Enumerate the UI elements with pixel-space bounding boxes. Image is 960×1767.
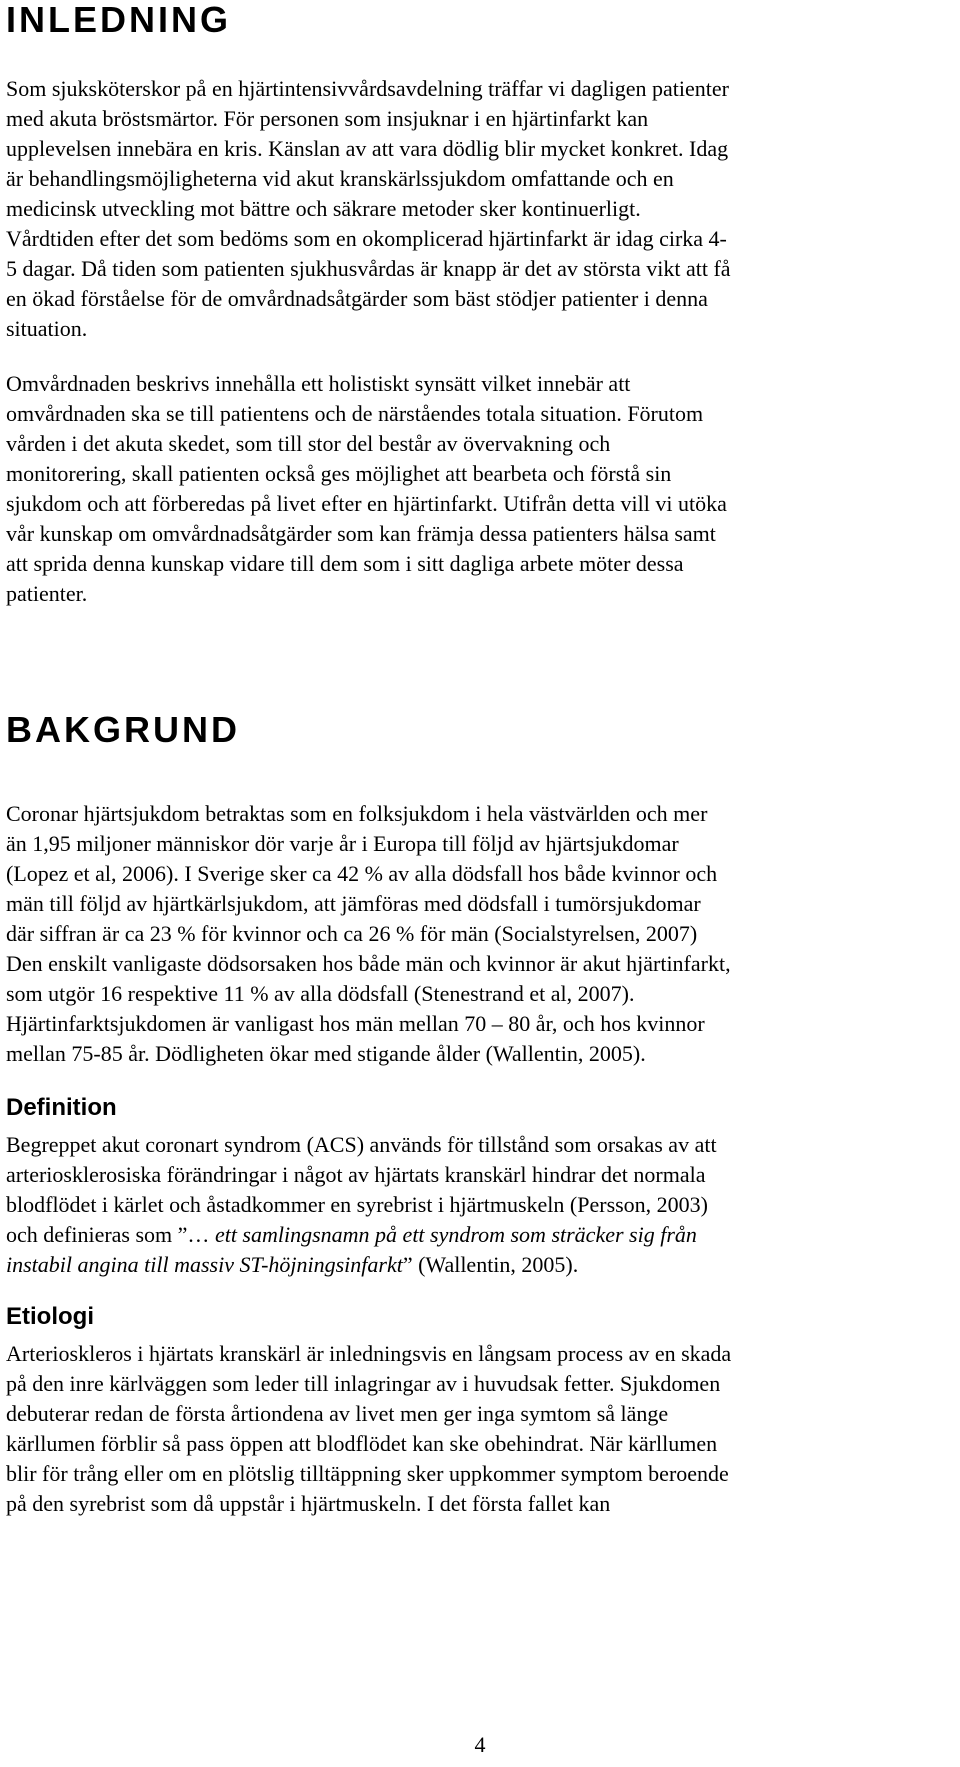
text-line: där siffran är ca 23 % för kvinnor och ca 26 % för män (Socialstyrelsen, 2007) <box>6 921 698 946</box>
text-line: arteriosklerosiska förändringar i något av hjärtats kranskärl hindrar det normala <box>6 1162 706 1187</box>
text-line: sjukdom och att förberedas på livet efter en hjärtinfarkt. Utifrån detta vill vi utöka <box>6 491 727 516</box>
text-line: Som sjuksköterskor på en hjärtintensivvårdsavdelning träffar vi dagligen patienter <box>6 76 729 101</box>
text-line: situation. <box>6 316 88 341</box>
page-number: 4 <box>474 1732 486 1757</box>
text-line: omvårdnaden ska se till patientens och de närståendes totala situation. Förutom <box>6 401 704 426</box>
text-line: kärllumen förblir så pass öppen att blodflödet kan ske obehindrat. När kärllumen <box>6 1431 718 1456</box>
text-segment: ” (Wallentin, 2005). <box>402 1252 579 1277</box>
text-line: 5 dagar. Då tiden som patienten sjukhusvårdas är knapp är det av största vikt att få <box>6 256 731 281</box>
quote-italic: instabil angina till massiv ST-höjningsinfarkt <box>6 1252 403 1277</box>
paragraph-etiologi <box>6 1339 956 1519</box>
text-line: Vårdtiden efter det som bedöms som en okomplicerad hjärtinfarkt är idag cirka 4- <box>6 226 727 251</box>
text-line: är behandlingsmöjligheterna vid akut kranskärlssjukdom omfattande och en <box>6 166 674 191</box>
text-line: debuterar redan de första årtiondena av livet men ger inga symtom så länge <box>6 1401 669 1426</box>
text-line: Hjärtinfarktsjukdomen är vanligast hos män mellan 70 – 80 år, och hos kvinnor <box>6 1011 705 1036</box>
text-line: Arterioskleros i hjärtats kranskärl är inledningsvis en långsam process av en skada <box>6 1341 732 1366</box>
text-line: på den inre kärlväggen som leder till inlagringar av i huvudsak fetter. Sjukdomen <box>6 1371 721 1396</box>
text-line: blodflödet i kärlet och åstadkommer en syrebrist i hjärtmuskeln (Persson, 2003) <box>6 1192 709 1217</box>
text-line: med akuta bröstsmärtor. För personen som insjuknar i en hjärtinfarkt kan <box>6 106 649 131</box>
paragraph-inledning-2 <box>6 369 956 609</box>
text-line: som utgör 16 respektive 11 % av alla dödsfall (Stenestrand et al, 2007). <box>6 981 635 1006</box>
text-line: Omvårdnaden beskrivs innehålla ett holistiskt synsätt vilket innebär att <box>6 371 631 396</box>
text-line: vården i det akuta skedet, som till stor del består av övervakning och <box>6 431 611 456</box>
paragraph-inledning-1 <box>6 74 956 344</box>
text-line: mellan 75-85 år. Dödligheten ökar med stigande ålder (Wallentin, 2005). <box>6 1041 646 1066</box>
text-line: Begreppet akut coronart syndrom (ACS) används för tillstånd som orsakas av att <box>6 1132 717 1157</box>
text-line: än 1,95 miljoner människor dör varje år i Europa till följd av hjärtsjukdomar <box>6 831 679 856</box>
heading-inledning: INLEDNING <box>6 0 231 40</box>
text-line: på den syrebrist som då uppstår i hjärtmuskeln. I det första fallet kan <box>6 1491 611 1516</box>
heading-definition: Definition <box>6 1094 117 1121</box>
text-line <box>6 1250 956 1280</box>
text-line: blir för trång eller om en plötslig tilltäppning sker uppkommer symptom beroende <box>6 1461 729 1486</box>
text-line <box>6 1220 956 1250</box>
paragraph-bakgrund <box>6 799 956 1069</box>
text-segment: och definieras som ”… <box>6 1222 215 1247</box>
text-line: patienter. <box>6 581 88 606</box>
text-line: medicinsk utveckling mot bättre och säkrare metoder sker kontinuerligt. <box>6 196 641 221</box>
text-line: vår kunskap om omvårdnadsåtgärder som kan främja dessa patienters hälsa samt <box>6 521 716 546</box>
quote-italic: ett samlingsnamn på ett syndrom som sträcker sig från <box>214 1222 697 1247</box>
heading-bakgrund: BAKGRUND <box>6 709 240 750</box>
text-line: en ökad förståelse för de omvårdnadsåtgärder som bäst stödjer patienter i denna <box>6 286 708 311</box>
text-line: (Lopez et al, 2006). I Sverige sker ca 42 % av alla dödsfall hos både kvinnor och <box>6 861 718 886</box>
text-line: män till följd av hjärtkärlsjukdom, att jämföras med dödsfall i tumörsjukdomar <box>6 891 701 916</box>
text-line: Coronar hjärtsjukdom betraktas som en folksjukdom i hela västvärlden och mer <box>6 801 708 826</box>
text-line: monitorering, skall patienten också ges möjlighet att bearbeta och förstå sin <box>6 461 672 486</box>
text-line: att sprida denna kunskap vidare till dem som i sitt dagliga arbete möter dessa <box>6 551 684 576</box>
heading-etiologi: Etiologi <box>6 1303 94 1330</box>
paragraph-definition <box>6 1130 956 1280</box>
text-line: upplevelsen innebära en kris. Känslan av att vara dödlig blir mycket konkret. Idag <box>6 136 729 161</box>
text-line: Den enskilt vanligaste dödsorsaken hos både män och kvinnor är akut hjärtinfarkt, <box>6 951 731 976</box>
